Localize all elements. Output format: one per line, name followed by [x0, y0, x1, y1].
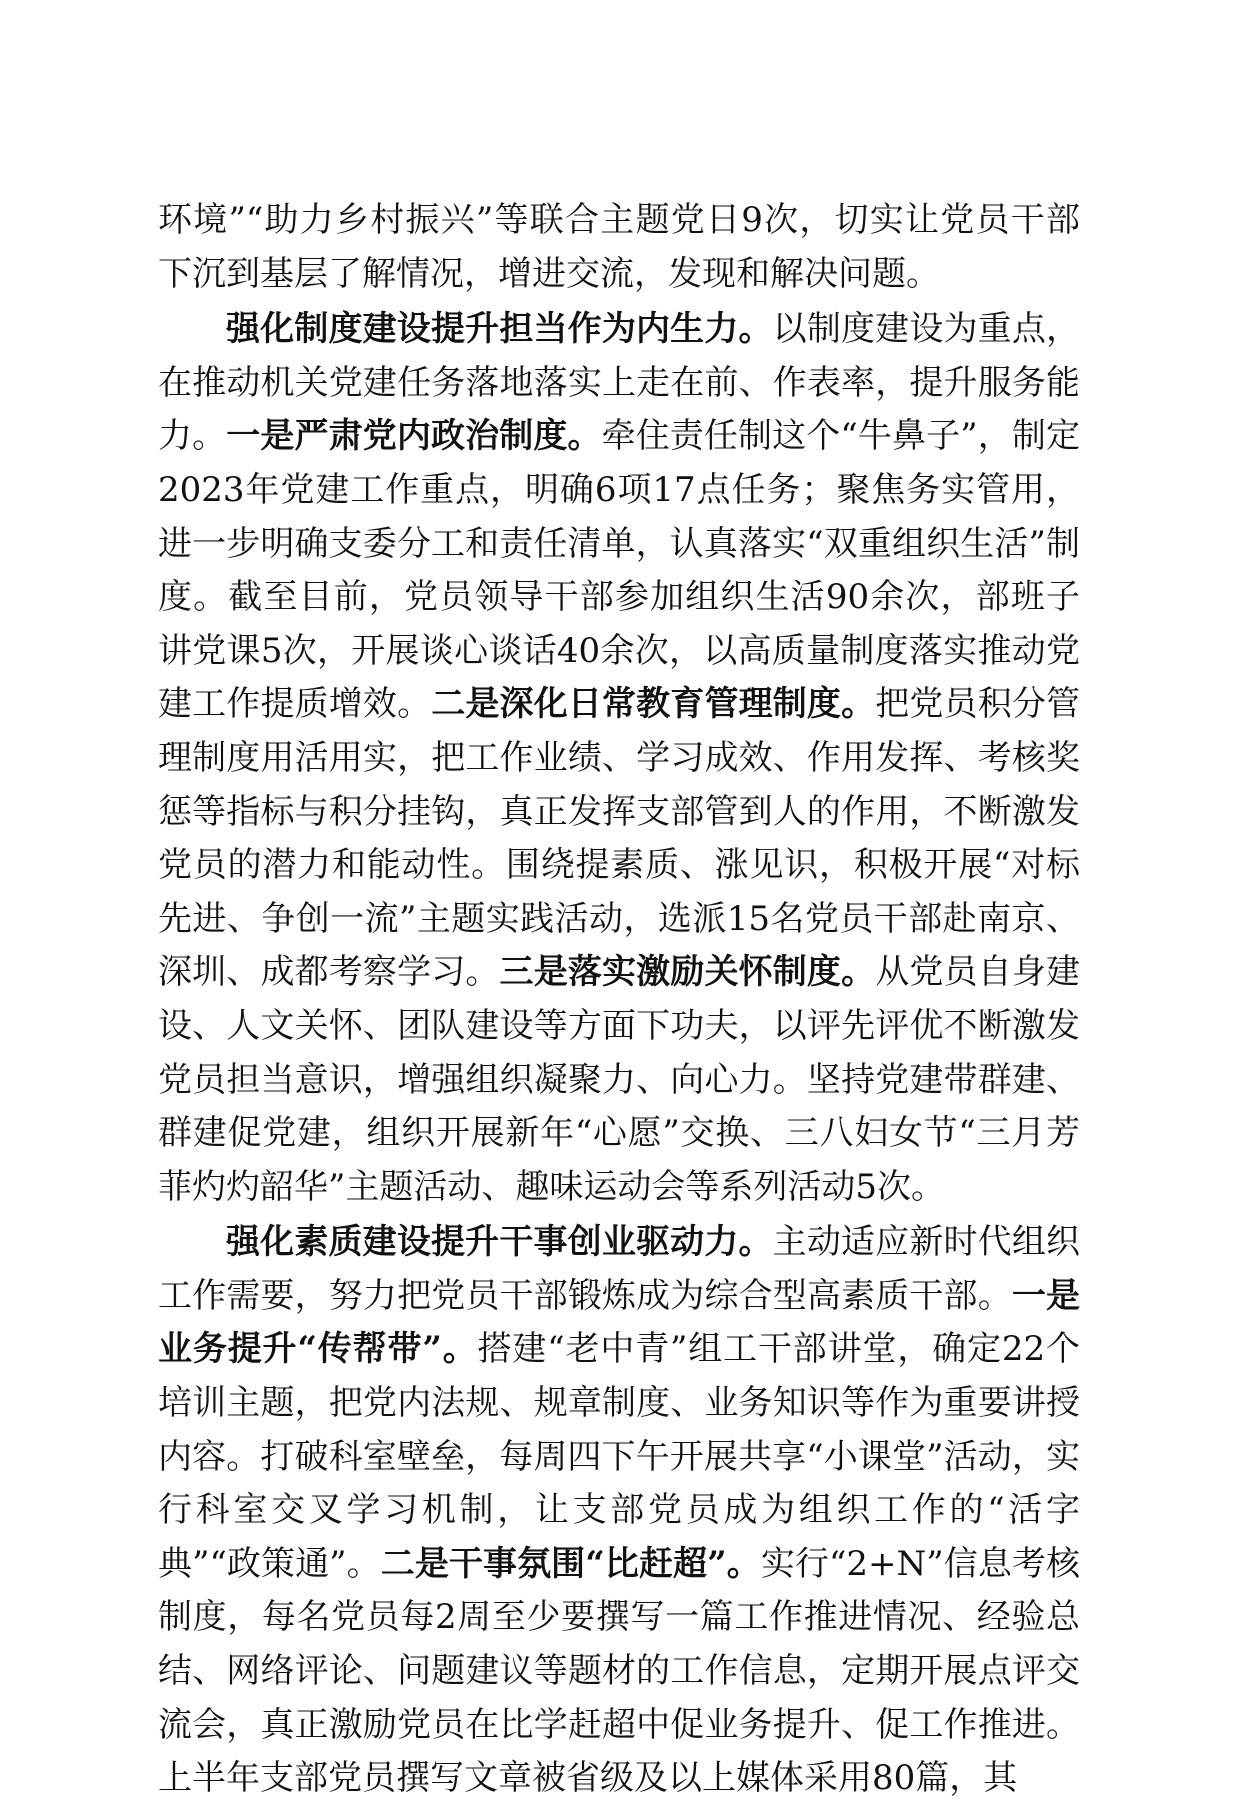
point-1-heading: 一是严肃党内政治制度。	[226, 416, 602, 457]
point-2-text: 把党员积分管理制度用活用实，把工作业绩、学习成效、作用发挥、考核奖惩等指标与积分挂钩，真正发挥支部管到人的作用，不断激发党员的潜力和能动性。围绕提素质、涨见识，积极开展“对标先进、争创一流”主题实践活动，选派15名党员干部赴南京、深圳、成都考察学习。	[158, 684, 1081, 993]
paragraph-3-intro: 主动适应新时代组织工作需要，努力把党员干部锻炼成为综合型高素质干部。	[158, 1222, 1081, 1316]
paragraph-3	[158, 1216, 1080, 1806]
point-3-heading: 三是落实激励关怀制度。	[499, 952, 876, 993]
paragraph-1-text: 环境”“助力乡村振兴”等联合主题党日9次，切实让党员干部下沉到基层了解情况，增进交流，发现和解决问题。	[158, 200, 1080, 294]
heading-institution-building: 强化制度建设提升担当作为内生力。	[226, 309, 773, 350]
heading-quality-building: 强化素质建设提升干事创业驱动力。	[226, 1222, 773, 1263]
point-a-heading: 一是业务提升“传帮带”。	[158, 1275, 1081, 1370]
document-page	[158, 194, 1080, 1806]
paragraph-2-intro: 以制度建设为重点，在推动机关党建任务落地落实上走在前、作表率，提升服务能力。	[158, 309, 1081, 457]
point-2-heading: 二是深化日常教育管理制度。	[431, 684, 876, 725]
point-b-text: 实行“2+N”信息考核制度，每名党员每2周至少要撰写一篇工作推进情况、经验总结、网络评论、问题建议等题材的工作信息，定期开展点评交流会，真正激励党员在比学赶超中促业务提升、促工作推进。上半年支部党员撰写文章被省级及以上媒体采用80篇，其	[158, 1543, 1080, 1799]
paragraph-2	[158, 303, 1080, 1214]
point-1-text: 牵住责任制这个“牛鼻子”，制定2023年党建工作重点，明确6项17点任务；聚焦务实管用，进一步明确支委分工和责任清单，认真落实“双重组织生活”制度。截至目前，党员领导干部参加组织生活90余次，部班子讲党课5次，开展谈心谈话40余次，以高质量制度落实推动党建工作提质增效。	[158, 416, 1081, 725]
point-a-text: 搭建“老中青”组工干部讲堂，确定22个培训主题，把党内法规、规章制度、业务知识等作为重要讲授内容。打破科室壁垒，每周四下午开展共享“小课堂”活动，实行科室交叉学习机制，让支部党员成为组织工作的“活字典”“政策通”。	[158, 1329, 1080, 1584]
point-b-heading: 二是干事氛围“比赶超”。	[380, 1543, 761, 1584]
paragraph-1	[158, 194, 1080, 301]
point-3-text: 从党员自身建设、人文关怀、团队建设等方面下功夫，以评先评优不断激发党员担当意识，增强组织凝聚力、向心力。坚持党建带群建、群建促党建，组织开展新年“心愿”交换、三八妇女节“三月芳菲灼灼韶华”主题活动、趣味运动会等系列活动5次。	[158, 952, 1081, 1207]
